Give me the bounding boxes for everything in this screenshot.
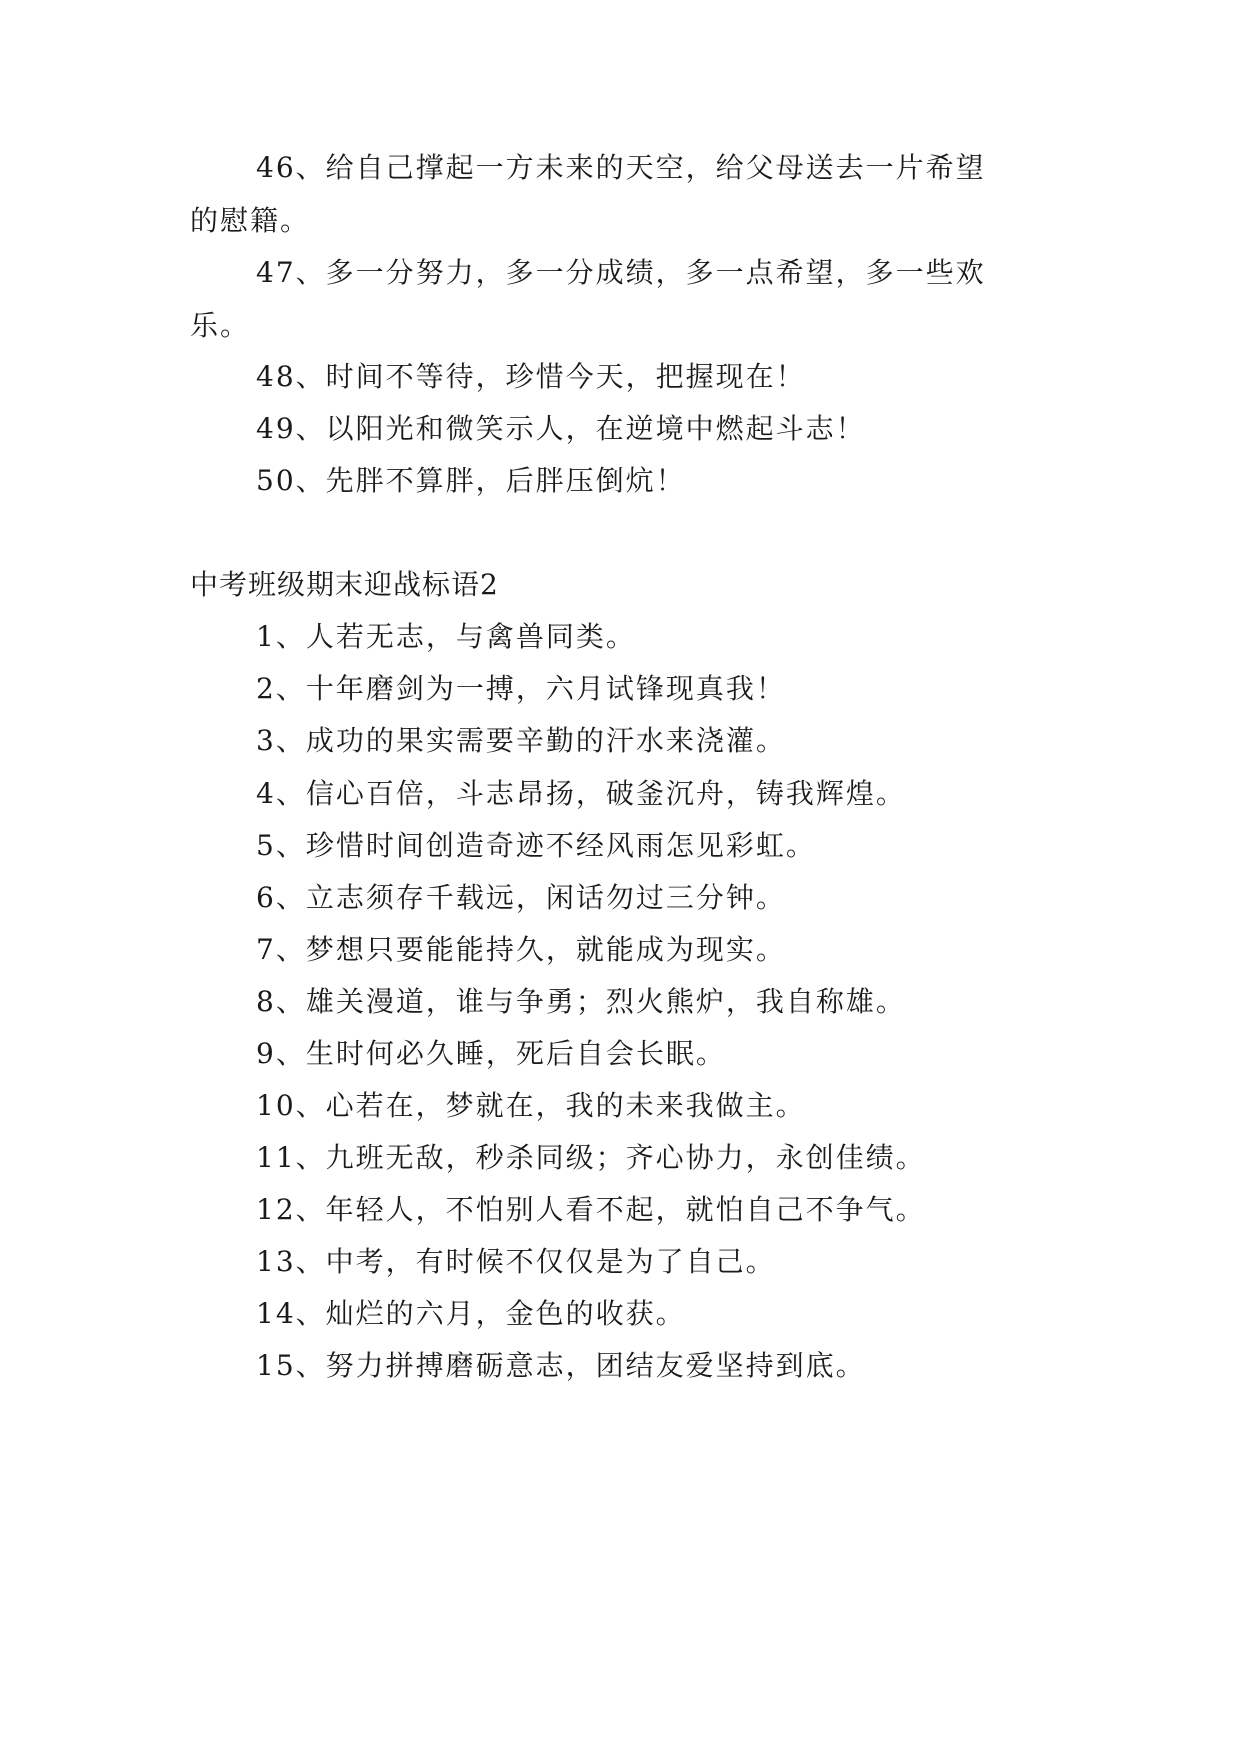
slogan-49: 49、以阳光和微笑示人，在逆境中燃起斗志！ (256, 412, 866, 445)
slogan-6: 6、立志须存千载远，闲话勿过三分钟。 (256, 881, 786, 914)
slogan-50: 50、先胖不算胖，后胖压倒炕！ (256, 464, 686, 497)
slogan-2: 2、十年磨剑为一搏，六月试锋现真我！ (256, 672, 786, 705)
slogan-15: 15、努力拼搏磨砺意志，团结友爱坚持到底。 (256, 1349, 866, 1382)
slogan-5: 5、珍惜时间创造奇迹不经风雨怎见彩虹。 (256, 829, 816, 862)
slogan-9: 9、生时何必久睡，死后自会长眠。 (256, 1037, 726, 1070)
slogan-46: 46、给自己撑起一方未来的天空，给父母送去一片希望 (256, 151, 986, 184)
slogan-13: 13、中考，有时候不仅仅是为了自己。 (256, 1245, 776, 1278)
slogan-14: 14、灿烂的六月，金色的收获。 (256, 1297, 686, 1330)
slogan-12: 12、年轻人，不怕别人看不起，就怕自己不争气。 (256, 1193, 926, 1226)
slogan-47-continued: 乐。 (190, 309, 251, 342)
slogan-48: 48、时间不等待，珍惜今天，把握现在！ (256, 360, 806, 393)
slogan-47: 47、多一分努力，多一分成绩，多一点希望，多一些欢 (256, 256, 986, 289)
slogan-8: 8、雄关漫道，谁与争勇；烈火熊炉，我自称雄。 (256, 985, 906, 1018)
slogan-10: 10、心若在，梦就在，我的未来我做主。 (256, 1089, 806, 1122)
slogan-11: 11、九班无敌，秒杀同级；齐心协力，永创佳绩。 (256, 1141, 926, 1174)
slogan-3: 3、成功的果实需要辛勤的汗水来浇灌。 (256, 724, 786, 757)
slogan-1: 1、人若无志，与禽兽同类。 (256, 620, 636, 653)
slogan-7: 7、梦想只要能能持久，就能成为现实。 (256, 933, 786, 966)
slogan-46-continued: 的慰籍。 (190, 204, 311, 237)
slogan-4: 4、信心百倍，斗志昂扬，破釜沉舟，铸我辉煌。 (256, 777, 906, 810)
section-heading: 中考班级期末迎战标语2 (190, 568, 499, 601)
